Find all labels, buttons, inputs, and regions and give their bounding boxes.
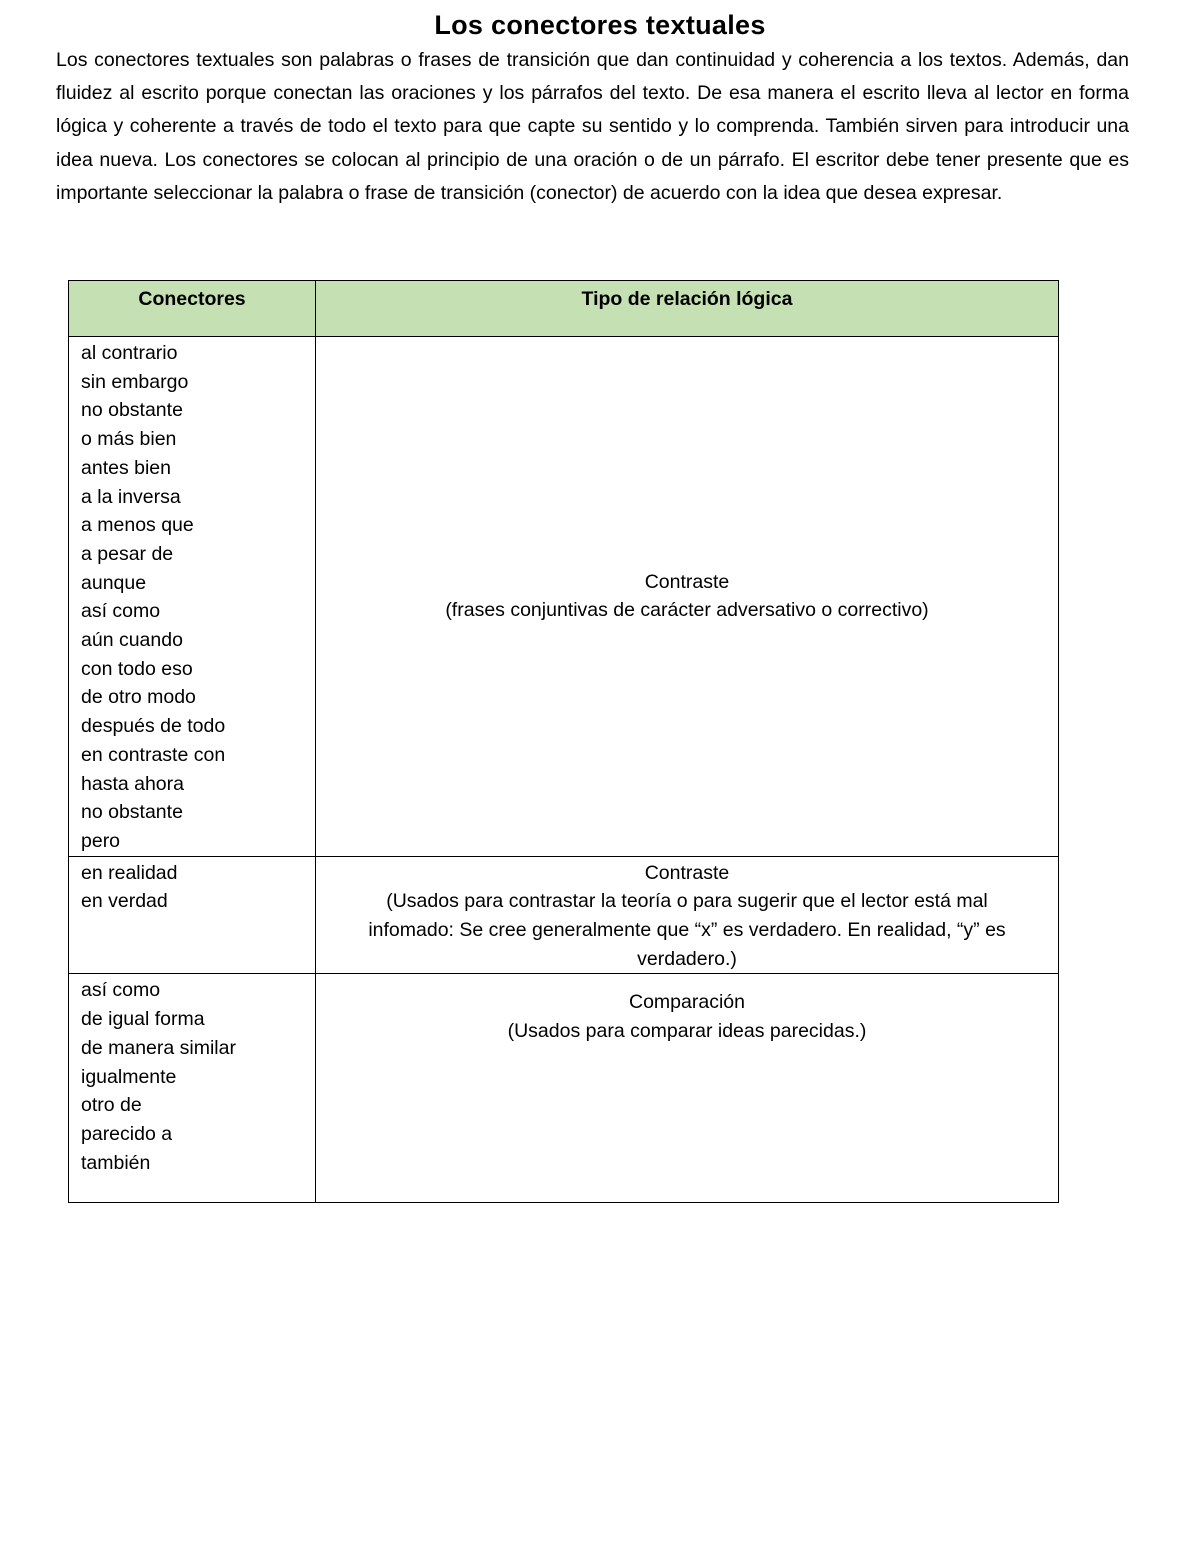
- connector-item: hasta ahora: [81, 772, 184, 795]
- connector-item: a la inversa: [81, 485, 181, 508]
- connector-item: a pesar de: [81, 542, 174, 565]
- connectors-table: [68, 280, 1059, 1203]
- connector-list: [69, 857, 315, 916]
- header-relation: Tipo de relación lógica: [316, 281, 1059, 337]
- table-row: [69, 337, 1059, 857]
- relation-cell: [316, 974, 1059, 1203]
- connectors-cell: [69, 974, 316, 1203]
- relation-title: Contraste: [644, 570, 730, 593]
- header-connectors: Conectores: [69, 281, 316, 337]
- relation-title: Comparación: [629, 991, 745, 1014]
- connector-item: antes bien: [81, 456, 171, 479]
- connector-item: así como: [81, 600, 161, 623]
- connector-item: no obstante: [81, 399, 183, 422]
- connector-list: [69, 337, 315, 856]
- connector-item: pero: [81, 829, 121, 852]
- connector-item: en realidad: [81, 861, 178, 884]
- connector-item: también: [81, 1151, 151, 1174]
- table-row: [69, 974, 1059, 1203]
- connector-item: después de todo: [81, 715, 226, 738]
- connector-item: otro de: [81, 1094, 142, 1117]
- connector-item: aún cuando: [81, 629, 183, 652]
- connectors-cell: [69, 337, 316, 857]
- connector-item: sin embargo: [81, 370, 189, 393]
- relation-description: (frases conjuntivas de carácter adversativo o correctivo): [445, 599, 929, 622]
- relation-content: [316, 857, 1058, 974]
- relation-cell: [316, 856, 1059, 974]
- connector-item: igualmente: [81, 1065, 177, 1088]
- connector-item: así como: [81, 979, 161, 1002]
- table-header-row: [69, 281, 1059, 337]
- table-row: [69, 856, 1059, 974]
- connector-item: de igual forma: [81, 1008, 205, 1031]
- relation-description: (Usados para contrastar la teoría o para sugerir que el lector está mal infomado: Se cree generalmente que “x” es verdadero. En realidad, “y” es verdadero.): [368, 890, 1006, 970]
- relation-content: [316, 974, 1058, 1045]
- connector-item: o más bien: [81, 428, 177, 451]
- connector-item: parecido a: [81, 1122, 173, 1145]
- connector-item: en verdad: [81, 890, 168, 913]
- relation-description: (Usados para comparar ideas parecidas.): [507, 1020, 867, 1043]
- connector-item: con todo eso: [81, 657, 193, 680]
- connector-item: de manera similar: [81, 1036, 236, 1059]
- connector-item: en contraste con: [81, 743, 226, 766]
- relation-cell: [316, 337, 1059, 857]
- relation-title: Contraste: [644, 861, 730, 884]
- intro-paragraph: Los conectores textuales son palabras o frases de transición que dan continuidad y coherencia a los textos. Además, dan fluidez al escrito porque conectan las oraciones y los párrafos del texto. De esa manera el escrito lleva al lector en forma lógica y coherente a través de todo el texto para que capte su sentido y lo comprenda. También sirven para introducir una idea nueva. Los conectores se colocan al principio de una oración o de un párrafo. El escritor debe tener presente que es importante seleccionar la palabra o frase de transición (conector) de acuerdo con la idea que desea expresar.: [56, 49, 1129, 204]
- connector-item: al contrario: [81, 342, 178, 364]
- connectors-cell: [69, 856, 316, 974]
- page-title: Los conectores textuales: [434, 10, 766, 40]
- connector-list: [69, 974, 315, 1177]
- connector-item: de otro modo: [81, 686, 196, 709]
- connector-item: no obstante: [81, 801, 183, 824]
- connector-item: a menos que: [81, 514, 194, 537]
- relation-content: [316, 568, 1058, 625]
- connector-item: aunque: [81, 571, 147, 594]
